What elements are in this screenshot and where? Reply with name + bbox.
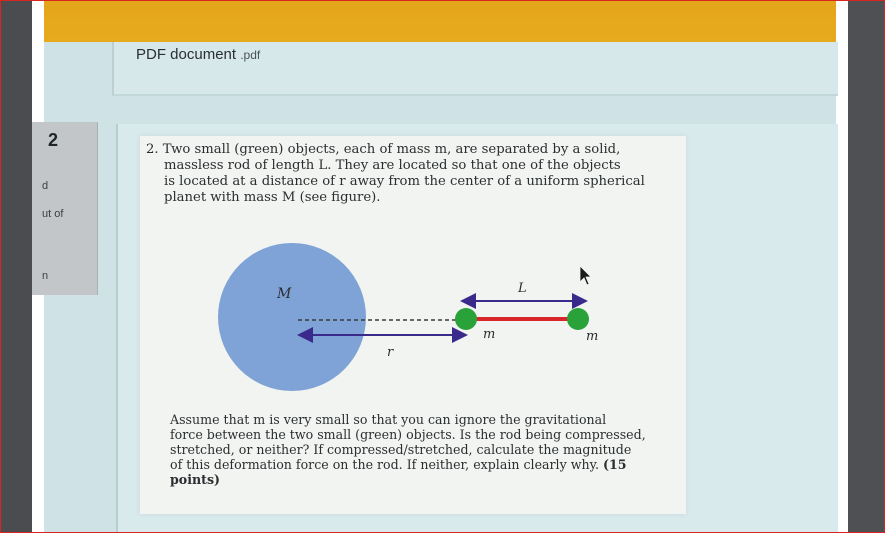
pdf-header[interactable]: [112, 42, 838, 96]
physics-figure: [140, 136, 686, 416]
question-number: 2: [48, 130, 59, 150]
planet-label: M: [277, 286, 292, 302]
green-object-far: [567, 308, 589, 330]
side-fragment-3: n: [42, 270, 49, 282]
prompt-line-2: massless rod of length L. They are located so that one of the objects: [164, 158, 621, 173]
pdf-title-extension: .pdf: [240, 48, 261, 62]
assume-line-2: force between the two small (green) objects. Is the rod being compressed,: [170, 427, 646, 442]
mass-label-near: m: [483, 327, 496, 342]
question-page: [140, 136, 686, 514]
green-object-near: [455, 308, 477, 330]
assumption-text: [170, 412, 676, 487]
assume-line-3: stretched, or neither? If compressed/stretched, calculate the magnitude: [170, 442, 632, 457]
prompt-line-4: planet with mass M (see figure).: [164, 190, 381, 205]
mass-label-far: m: [586, 329, 599, 344]
distance-label: r: [387, 345, 394, 360]
mouse-cursor-icon: [580, 266, 591, 285]
rod-length-label: L: [518, 281, 527, 296]
top-banner: [44, 0, 836, 42]
question-info-card: [32, 122, 98, 295]
pdf-title-name: PDF document: [136, 46, 237, 63]
right-dark-bar: [848, 0, 885, 533]
assume-line-4: of this deformation force on the rod. If neither, explain clearly why.: [170, 457, 600, 472]
question-card: [116, 124, 838, 533]
side-fragment-1: d: [42, 180, 49, 192]
prompt-line-3: is located at a distance of r away from the center of a uniform spherical: [164, 174, 645, 189]
side-fragment-2: ut of: [42, 208, 64, 220]
pdf-title[interactable]: [136, 46, 260, 63]
points-value: (15 points): [170, 457, 627, 487]
left-dark-bar: [0, 0, 32, 533]
assume-line-1: Assume that m is very small so that you can ignore the gravitational: [170, 412, 607, 427]
planet-circle: [218, 243, 366, 391]
screen: [32, 0, 848, 533]
prompt-line-1: 2. Two small (green) objects, each of mass m, are separated by a solid,: [146, 142, 621, 157]
